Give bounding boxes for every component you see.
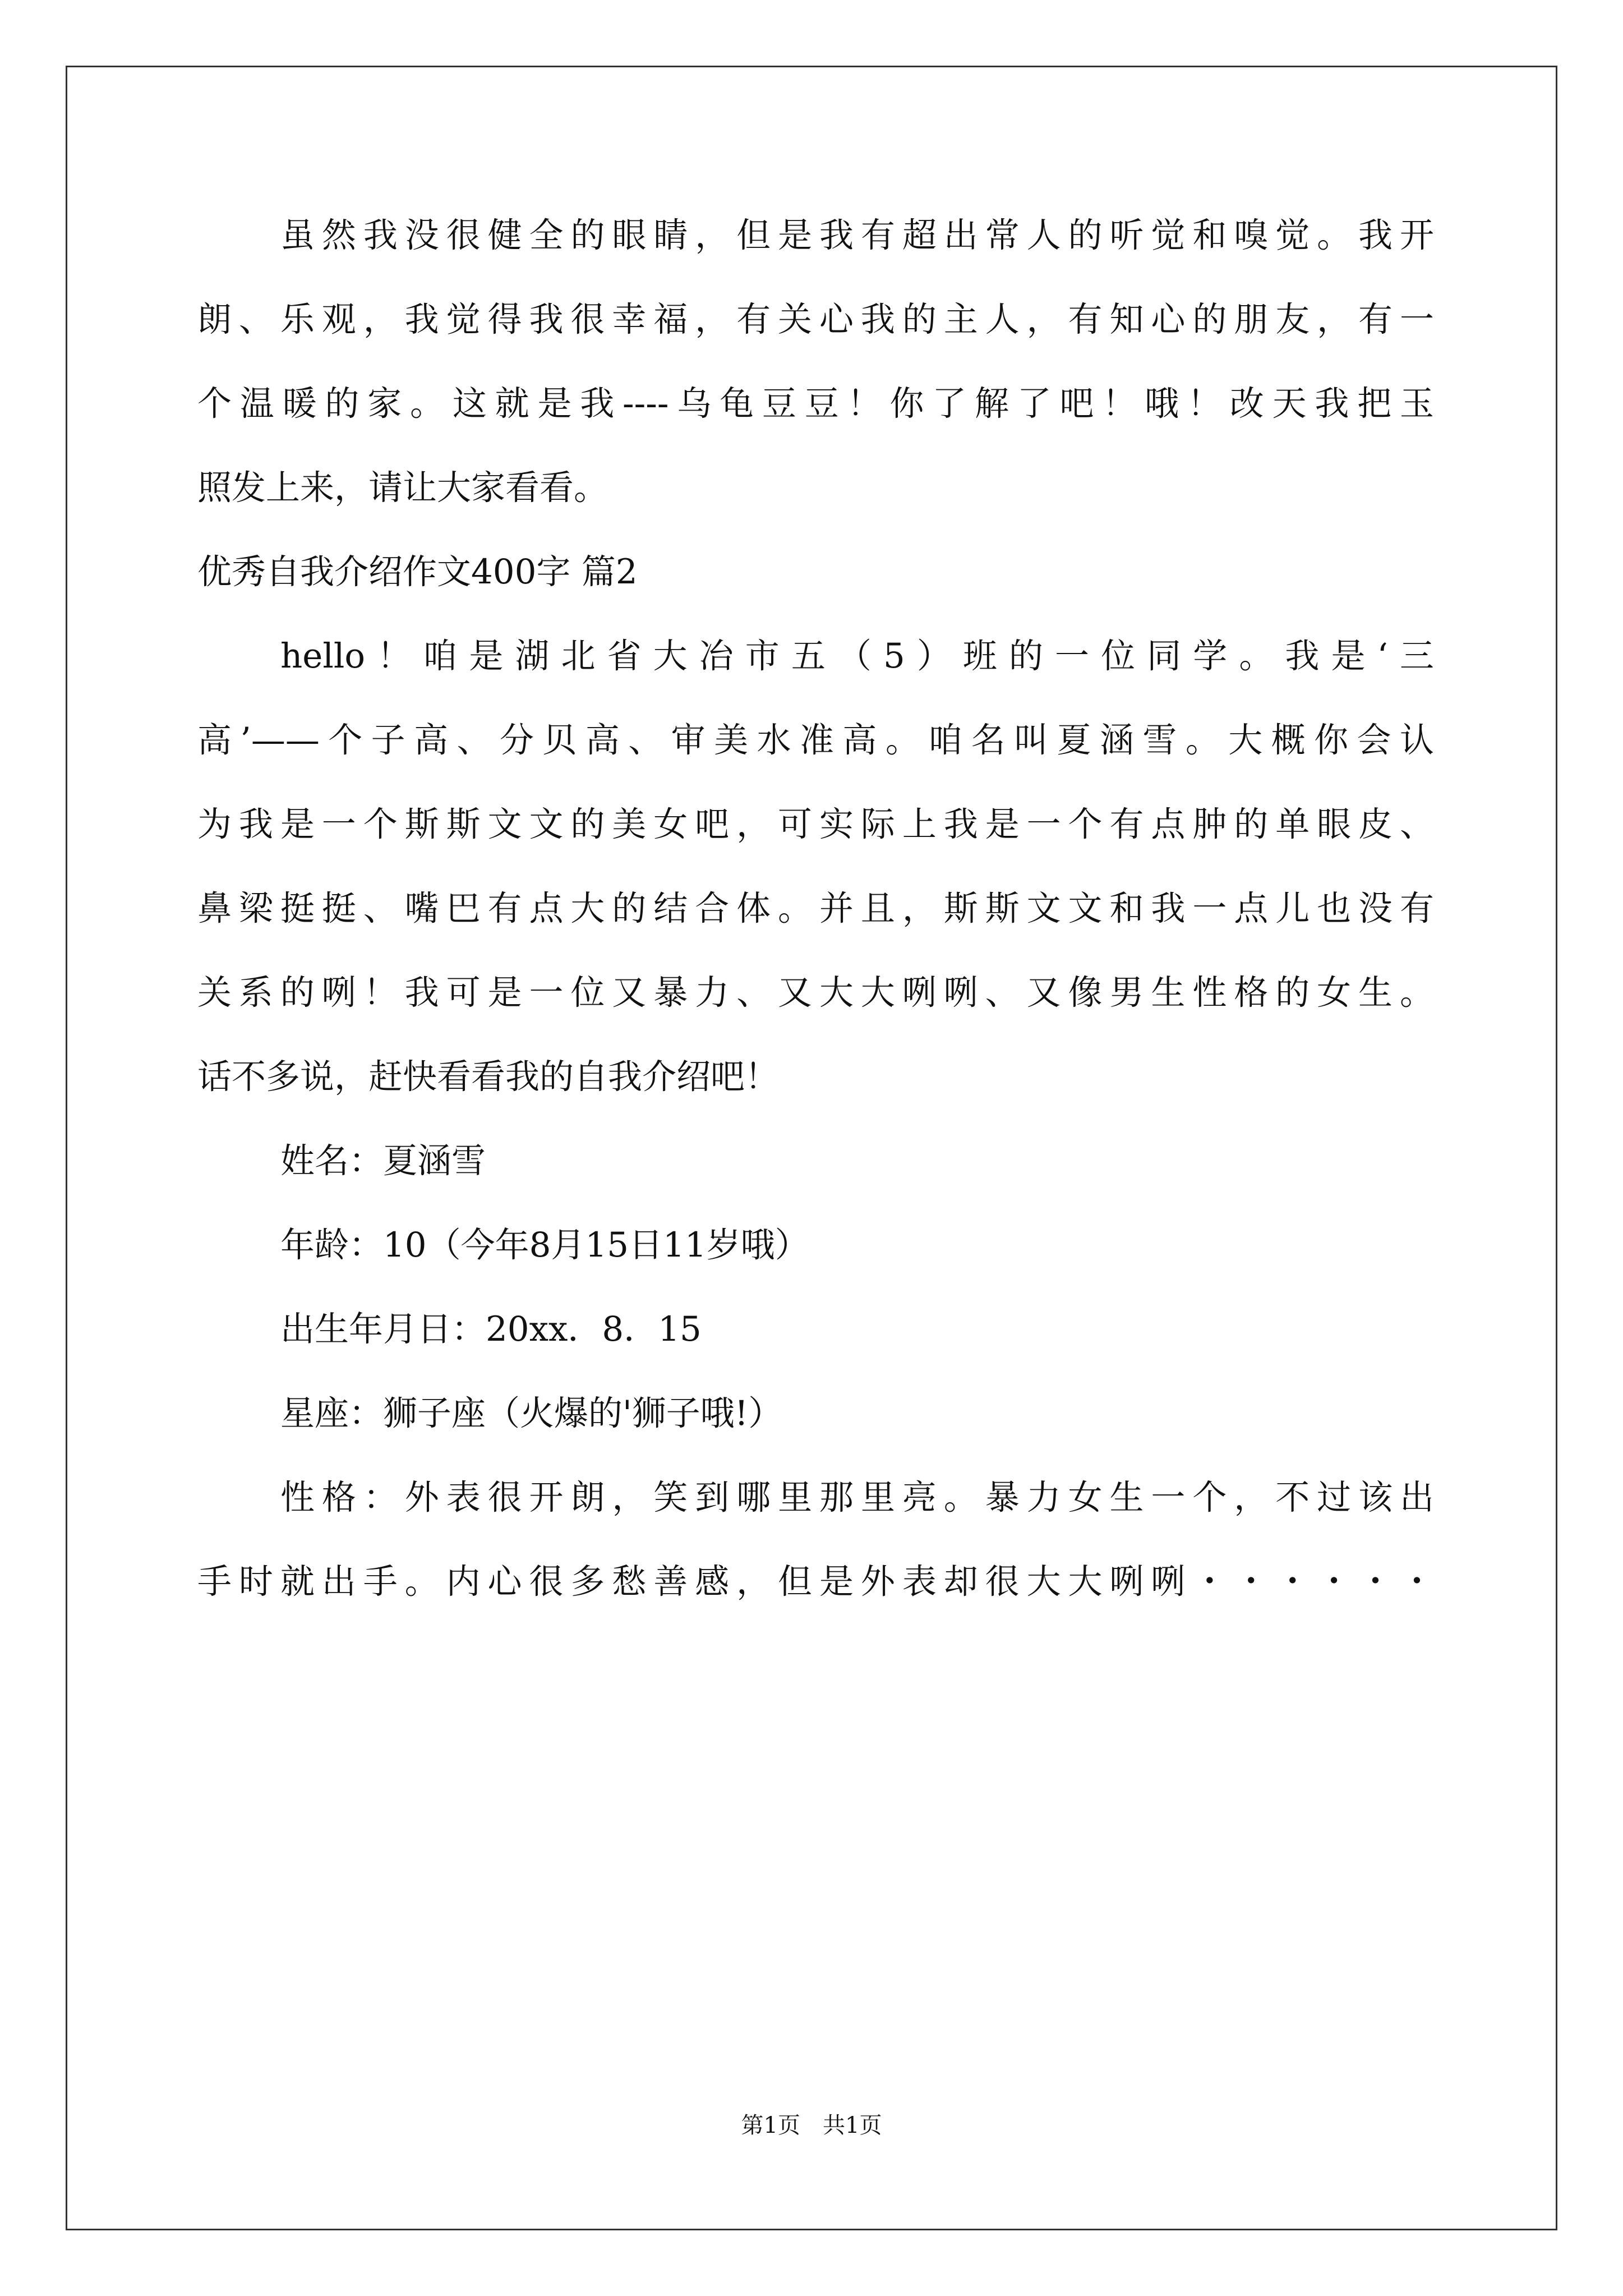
paragraph-line: 虽然我没很健全的眼睛，但是我有超出常人的听觉和嗅觉。我开 — [280, 215, 1434, 255]
info-zodiac: 星座：狮子座（火爆的'狮子哦!） — [280, 1393, 783, 1433]
section-heading: 优秀自我介绍作文400字 篇2 — [197, 552, 638, 592]
paragraph-line: 照发上来，请让大家看看。 — [197, 468, 608, 508]
info-age: 年龄：10（今年8月15日11岁哦） — [280, 1225, 809, 1265]
paragraph-line: 手时就出手。内心很多愁善感，但是外表却很大大咧咧・・・・・・ — [197, 1562, 1434, 1602]
paragraph-line: 话不多说，赶快看看我的自我介绍吧！ — [197, 1057, 780, 1097]
paragraph-line: 朗、乐观，我觉得我很幸福，有关心我的主人，有知心的朋友，有一 — [197, 300, 1434, 339]
paragraph-line: 高’——个子高、分贝高、审美水准高。咱名叫夏涵雪。大概你会认 — [197, 720, 1434, 760]
info-birthday: 出生年月日：20xx．8．15 — [280, 1309, 702, 1349]
paragraph-line: 鼻梁挺挺、嘴巴有点大的结合体。并且，斯斯文文和我一点儿也没有 — [197, 889, 1434, 928]
paragraph-line: hello！咱是湖北省大冶市五（5）班的一位同学。我是‘三 — [280, 636, 1434, 676]
info-name: 姓名：夏涵雪 — [280, 1141, 486, 1181]
paragraph-line: 为我是一个斯斯文文的美女吧，可实际上我是一个有点肿的单眼皮、 — [197, 804, 1434, 844]
info-personality: 性格：外表很开朗，笑到哪里那里亮。暴力女生一个，不过该出 — [280, 1478, 1434, 1517]
paragraph-line: 关系的咧！我可是一位又暴力、又大大咧咧、又像男生性格的女生。 — [197, 973, 1434, 1013]
paragraph-line: 个温暖的家。这就是我----乌龟豆豆！你了解了吧！哦！改天我把玉 — [197, 384, 1434, 424]
page-footer: 第1页 共1页 — [741, 2113, 882, 2138]
